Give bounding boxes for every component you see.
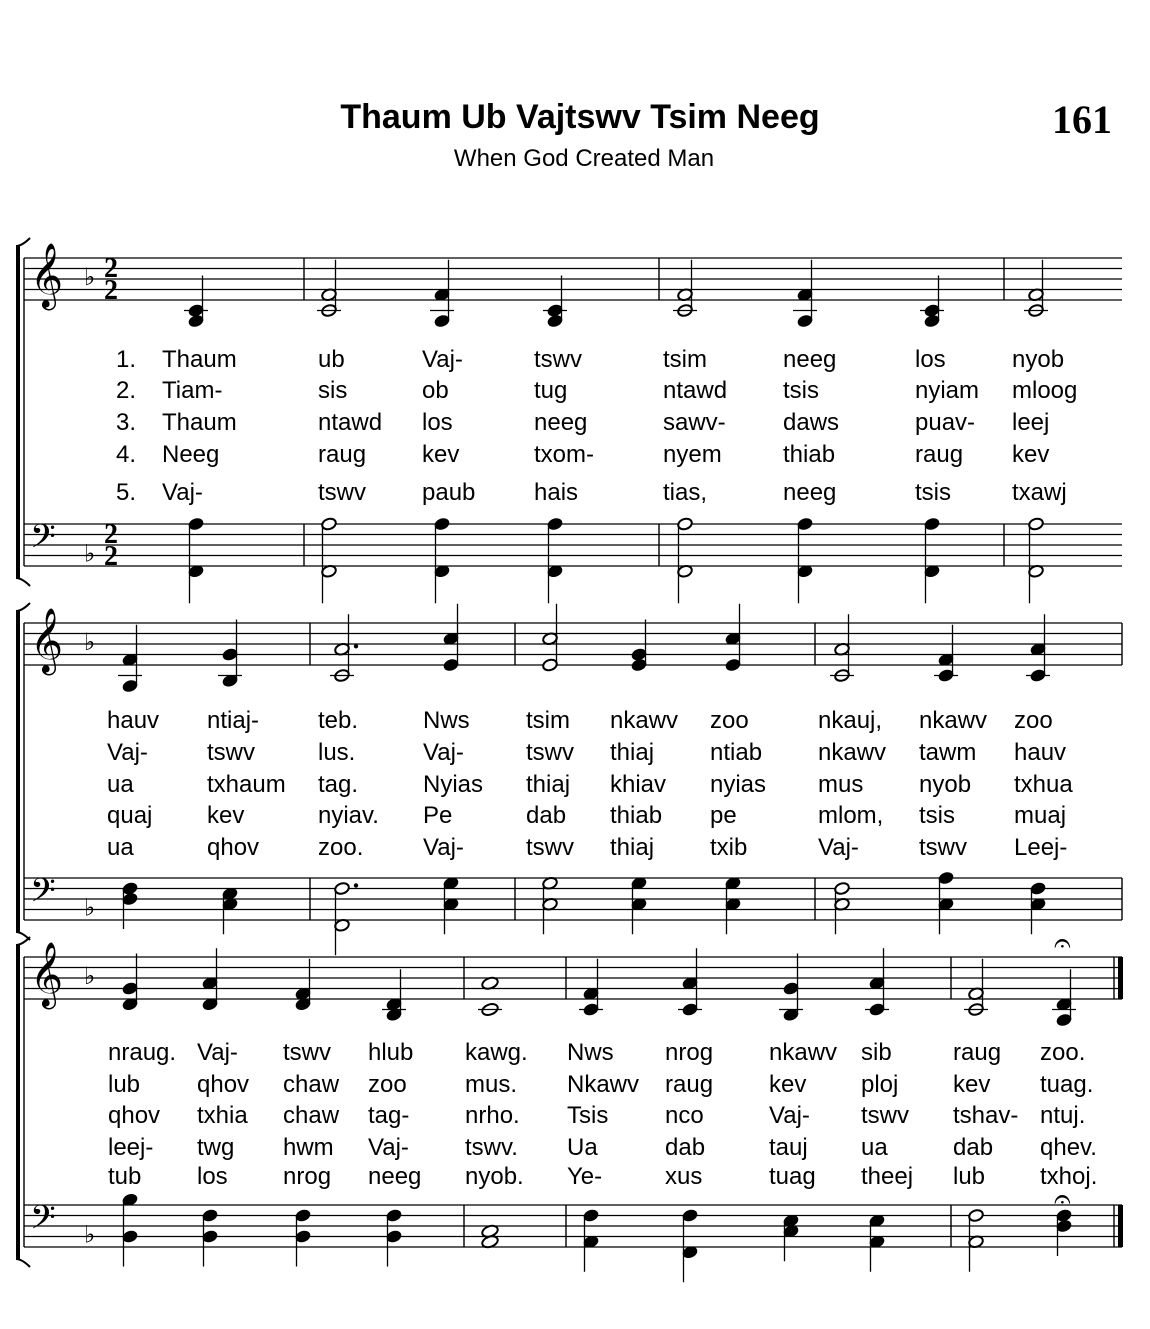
- bracket-top-hook: [16, 238, 30, 246]
- chord: [938, 871, 955, 934]
- lyric-syllable: muaj: [1014, 802, 1067, 829]
- notehead: [334, 881, 351, 895]
- chord: [834, 881, 851, 934]
- lyric-syllable: nyob: [919, 771, 972, 798]
- notehead: [1028, 517, 1045, 531]
- time-signature-bottom: 2: [104, 541, 118, 572]
- lyric-syllable: dab: [526, 802, 567, 829]
- lyric-syllable: nkawv: [818, 739, 887, 766]
- lyric-syllable: txawj: [1012, 479, 1067, 506]
- lyric-syllable: zoo: [1014, 707, 1053, 734]
- lyric-syllable: Neeg: [162, 441, 220, 468]
- lyric-syllable: los: [197, 1163, 228, 1190]
- lyric-syllable: tshav-: [953, 1102, 1019, 1129]
- lyric-syllable: thiaj: [610, 739, 655, 766]
- lyric-syllable: tsis: [915, 479, 951, 506]
- lyric-syllable: quaj: [107, 802, 153, 829]
- lyric-syllable: ploj: [861, 1071, 899, 1098]
- lyric-syllable: xus: [665, 1163, 703, 1190]
- notehead: [295, 1208, 312, 1222]
- chord: [481, 1224, 499, 1249]
- lyric-syllable: Nws: [567, 1039, 614, 1066]
- notehead: [583, 1208, 600, 1222]
- chord: [295, 1208, 312, 1266]
- staff: [24, 942, 1123, 1009]
- lyric-syllable: tug: [534, 377, 568, 404]
- lyric-syllable: leej-: [108, 1134, 154, 1161]
- lyric-syllable: Tsis: [567, 1102, 609, 1129]
- notehead: [222, 647, 239, 661]
- lyric-syllable: tag.: [318, 771, 359, 798]
- notehead: [321, 517, 338, 531]
- notehead: [677, 517, 694, 531]
- chord: [547, 517, 564, 603]
- lyric-syllable: nyiam: [915, 377, 980, 404]
- chord: [924, 517, 941, 603]
- chord: [542, 876, 559, 934]
- lyric-syllable: tauj: [769, 1134, 808, 1161]
- chord: [834, 614, 851, 682]
- lyric-syllable: qhov: [108, 1102, 161, 1129]
- lyric-syllable: nrog: [283, 1163, 332, 1190]
- lyric-syllable: raug: [953, 1039, 1002, 1066]
- chord: [869, 1214, 886, 1272]
- lyric-syllable: Vaj-: [818, 834, 859, 861]
- lyric-syllable: ob: [422, 377, 449, 404]
- lyric-syllable: hlub: [368, 1039, 414, 1066]
- lyric-syllable: teb.: [318, 707, 359, 734]
- lyric-syllable: Vaj-: [107, 739, 148, 766]
- lyric-syllable: txhia: [197, 1102, 248, 1129]
- lyric-syllable: kev: [953, 1071, 991, 1098]
- chord: [682, 1208, 699, 1282]
- lyric-syllable: Vaj-: [368, 1134, 409, 1161]
- notehead: [1056, 1013, 1073, 1027]
- bracket-bottom-hook: [16, 578, 30, 586]
- notehead: [122, 981, 139, 995]
- chord: [122, 625, 139, 693]
- lyric-syllable: nyias: [710, 771, 767, 798]
- lyric-syllable: kev: [1012, 441, 1050, 468]
- notehead: [631, 658, 648, 672]
- lyric-syllable: qhov: [197, 1071, 250, 1098]
- lyric-syllable: leej: [1012, 409, 1050, 436]
- lyric-syllable: nkauj,: [818, 707, 883, 734]
- staff: [24, 518, 1122, 572]
- lyric-syllable: tag-: [368, 1102, 410, 1129]
- time-signature-top: 2: [104, 519, 118, 550]
- lyric-syllable: chaw: [283, 1102, 340, 1129]
- lyric-syllable: paub: [422, 479, 476, 506]
- notehead: [434, 314, 451, 328]
- lyric-syllable: txib: [710, 834, 748, 861]
- chord: [869, 948, 886, 1016]
- hymn-title: Thaum Ub Vajtswv Tsim Neeg: [340, 98, 820, 136]
- lyric-syllable: tsis: [919, 802, 955, 829]
- lyric-syllable: puav-: [915, 409, 976, 436]
- chord: [797, 517, 814, 603]
- notehead: [682, 1208, 699, 1222]
- lyric-syllable: kev: [207, 802, 245, 829]
- lyric-syllable: Thaum: [162, 409, 237, 436]
- notehead: [122, 1229, 139, 1243]
- lyric-syllable: nyob: [1012, 346, 1065, 373]
- lyric-syllable: tias,: [663, 479, 708, 506]
- chord: [122, 881, 139, 929]
- lyric-syllable: Vaj-: [423, 834, 464, 861]
- notehead: [725, 658, 742, 672]
- chord: [783, 1214, 800, 1262]
- notehead: [188, 517, 205, 531]
- lyric-syllable: nyiav.: [318, 802, 379, 829]
- key-signature-flat: ♭: [84, 539, 96, 568]
- lyric-syllable: mus.: [465, 1071, 518, 1098]
- lyric-syllable: ua: [107, 834, 134, 861]
- lyric-syllable: mloog: [1012, 377, 1078, 404]
- lyric-syllable: ub: [318, 346, 345, 373]
- lyric-syllable: daws: [783, 409, 840, 436]
- lyric-syllable: tsis: [783, 377, 819, 404]
- time-signature-bottom: 2: [104, 275, 118, 306]
- notehead: [1056, 1219, 1073, 1233]
- lyric-syllable: kev: [422, 441, 460, 468]
- lyric-syllable: Thaum: [162, 346, 237, 373]
- chord: [386, 969, 403, 1022]
- chord: [321, 517, 338, 603]
- lyric-syllable: kawg.: [465, 1039, 528, 1066]
- lyric-syllable: Vaj-: [769, 1102, 810, 1129]
- lyric-syllable: neeg: [534, 409, 588, 436]
- lyric-syllable: ntawd: [318, 409, 383, 436]
- lyric-syllable: Vaj-: [162, 479, 203, 506]
- lyric-syllable: thiab: [610, 802, 663, 829]
- lyric-syllable: nrho.: [465, 1102, 520, 1129]
- chord: [188, 517, 205, 603]
- chord: [295, 959, 312, 1012]
- notehead: [122, 892, 139, 906]
- chord: [968, 1208, 985, 1271]
- lyric-syllable: raug: [318, 441, 367, 468]
- lyric-syllable: hauv: [107, 707, 160, 734]
- lyric-syllable: chaw: [283, 1071, 340, 1098]
- lyric-syllable: Vaj-: [423, 739, 464, 766]
- lyric-syllable: tswv: [207, 739, 255, 766]
- lyric-syllable: nyob.: [465, 1163, 524, 1190]
- notehead: [122, 679, 139, 693]
- chord: [1030, 614, 1047, 682]
- chord: [122, 954, 139, 1012]
- lyric-syllable: 4.: [116, 441, 137, 468]
- notehead: [386, 1229, 403, 1243]
- lyric-syllable: tswv: [526, 739, 574, 766]
- lyric-syllable: tsim: [663, 346, 707, 373]
- notehead: [295, 1229, 312, 1243]
- lyric-syllable: tuag.: [1040, 1071, 1094, 1098]
- staff: [24, 1199, 1123, 1249]
- lyric-syllable: 1.: [116, 346, 137, 373]
- chord: [725, 604, 742, 672]
- notehead: [797, 314, 814, 328]
- lyric-syllable: tswv: [318, 479, 366, 506]
- chord: [677, 517, 694, 603]
- augmentation-dot: [354, 883, 358, 887]
- lyric-syllable: dab: [665, 1134, 706, 1161]
- hymn-subtitle: When God Created Man: [453, 145, 715, 172]
- lyric-syllable: tsim: [526, 707, 570, 734]
- chord: [122, 1193, 139, 1267]
- lyric-syllable: mus: [818, 771, 864, 798]
- lyric-syllable: qhov: [207, 834, 260, 861]
- lyric-syllable: tswv: [861, 1102, 909, 1129]
- lyric-syllable: sis: [318, 377, 348, 404]
- lyric-syllable: zoo: [710, 707, 749, 734]
- lyric-syllable: sib: [861, 1039, 892, 1066]
- lyric-syllable: txhoj.: [1040, 1163, 1098, 1190]
- lyric-syllable: Pe: [423, 802, 453, 829]
- notehead: [924, 517, 941, 531]
- key-signature-flat: ♭: [84, 893, 96, 922]
- lyric-syllable: hwm: [283, 1134, 334, 1161]
- lyric-syllable: thiaj: [526, 771, 571, 798]
- lyric-syllable: ntawd: [663, 377, 728, 404]
- lyric-syllable: nkawv: [919, 707, 988, 734]
- notehead: [968, 1208, 985, 1222]
- staff: [24, 872, 1122, 922]
- hymn-number: 161: [1052, 97, 1112, 142]
- notehead: [188, 314, 205, 328]
- lyric-syllable: qhev.: [1040, 1134, 1097, 1161]
- lyric-syllable: ntiab: [710, 739, 763, 766]
- lyric-syllable: nraug.: [108, 1039, 177, 1066]
- chord: [188, 276, 205, 329]
- lyric-syllable: Ua: [567, 1134, 598, 1161]
- lyric-syllable: tub: [108, 1163, 142, 1190]
- chord: [631, 876, 648, 934]
- chord: [443, 876, 460, 934]
- lyric-syllable: mlom,: [818, 802, 884, 829]
- chord: [434, 517, 451, 603]
- lyric-syllable: theej: [861, 1163, 914, 1190]
- notehead: [547, 314, 564, 328]
- lyric-syllable: kev: [769, 1071, 807, 1098]
- lyric-syllable: nco: [665, 1102, 704, 1129]
- chord: [434, 260, 451, 328]
- chord: [222, 620, 239, 688]
- lyric-syllable: hauv: [1014, 739, 1067, 766]
- notehead: [834, 881, 851, 895]
- lyric-syllable: neeg: [783, 479, 837, 506]
- lyric-syllable: tswv: [526, 834, 574, 861]
- time-signature-top: 2: [104, 253, 118, 284]
- lyric-syllable: khiav: [610, 771, 667, 798]
- augmentation-dot: [354, 644, 358, 648]
- lyric-syllable: tuag: [769, 1163, 816, 1190]
- chord: [583, 1208, 600, 1271]
- bass-clef: 𝄢: [30, 872, 56, 918]
- notehead: [938, 871, 955, 885]
- notehead: [443, 658, 460, 672]
- lyric-syllable: lub: [108, 1071, 141, 1098]
- chord: [386, 1208, 403, 1266]
- fermata-treble: 𝄐: [1054, 926, 1071, 961]
- lyric-syllable: tswv: [534, 346, 582, 373]
- lyric-syllable: raug: [915, 441, 964, 468]
- treble-clef: 𝄞: [30, 608, 64, 673]
- chord: [202, 1208, 219, 1266]
- lyric-syllable: ua: [107, 771, 134, 798]
- notehead: [386, 1208, 403, 1222]
- notehead: [202, 1208, 219, 1222]
- fermata-bass: 𝄐: [1054, 1182, 1071, 1217]
- bracket-bottom-hook: [16, 1259, 30, 1267]
- lyric-syllable: ntiaj-: [207, 707, 260, 734]
- lyric-syllable: Vaj-: [422, 346, 463, 373]
- lyric-syllable: Tiam-: [162, 377, 223, 404]
- lyric-syllable: Nkawv: [567, 1071, 640, 1098]
- lyric-syllable: thiaj: [610, 834, 655, 861]
- notehead: [1030, 881, 1047, 895]
- notehead: [797, 517, 814, 531]
- lyric-syllable: 3.: [116, 409, 137, 436]
- bracket-top-hook: [16, 937, 30, 945]
- lyric-syllable: neeg: [783, 346, 837, 373]
- chord: [725, 876, 742, 934]
- lyric-syllable: dab: [953, 1134, 994, 1161]
- lyric-syllable: ua: [861, 1134, 888, 1161]
- lyric-syllable: tswv: [283, 1039, 331, 1066]
- lyric-syllable: los: [422, 409, 453, 436]
- lyric-syllable: thiab: [783, 441, 836, 468]
- lyric-syllable: sawv-: [663, 409, 726, 436]
- chord: [334, 614, 351, 682]
- lyric-syllable: raug: [665, 1071, 714, 1098]
- lyric-syllable: ntuj.: [1040, 1102, 1086, 1129]
- final-bar-thick: [1118, 1205, 1123, 1247]
- lyric-syllable: Nyias: [423, 771, 484, 798]
- bracket-top-hook: [16, 603, 30, 611]
- chord: [334, 881, 351, 955]
- notehead: [547, 517, 564, 531]
- chord: [481, 976, 499, 1017]
- lyric-syllable: Leej-: [1014, 834, 1068, 861]
- lyric-syllable: zoo.: [1040, 1039, 1086, 1066]
- lyric-syllable: 2.: [116, 377, 137, 404]
- lyric-syllable: Nws: [423, 707, 470, 734]
- chord: [631, 620, 648, 673]
- lyric-syllable: Vaj-: [197, 1039, 238, 1066]
- chord: [443, 604, 460, 672]
- notehead: [542, 658, 559, 672]
- notehead: [783, 981, 800, 995]
- notehead: [434, 517, 451, 531]
- lyric-syllable: tswv.: [465, 1134, 518, 1161]
- chord: [547, 276, 564, 329]
- treble-clef: 𝄞: [30, 942, 64, 1007]
- chord: [682, 948, 699, 1016]
- lyric-syllable: pe: [710, 802, 737, 829]
- lyric-syllable: hais: [534, 479, 579, 506]
- lyric-syllable: tawm: [919, 739, 977, 766]
- chord: [924, 276, 941, 329]
- chord: [222, 887, 239, 935]
- bass-clef: 𝄢: [30, 1199, 56, 1245]
- lyric-syllable: nrog: [665, 1039, 714, 1066]
- lyric-syllable: lus.: [318, 739, 356, 766]
- lyric-syllable: tswv: [919, 834, 967, 861]
- lyric-syllable: nkawv: [610, 707, 679, 734]
- lyric-syllable: 5.: [116, 479, 137, 506]
- lyric-syllable: txhaum: [207, 771, 286, 798]
- chord: [1028, 517, 1045, 603]
- lyric-syllable: zoo.: [318, 834, 364, 861]
- lyric-syllable: Ye-: [567, 1163, 603, 1190]
- lyric-syllable: twg: [197, 1134, 235, 1161]
- lyric-syllable: nyem: [663, 441, 722, 468]
- chord: [1030, 881, 1047, 934]
- key-signature-flat: ♭: [84, 263, 96, 291]
- chord: [202, 948, 219, 1011]
- chord: [783, 954, 800, 1022]
- key-signature-flat: ♭: [84, 1220, 96, 1249]
- staff: [24, 243, 1122, 310]
- lyric-syllable: txhua: [1014, 771, 1073, 798]
- lyric-syllable: nkawv: [769, 1039, 838, 1066]
- treble-clef: 𝄞: [30, 243, 64, 308]
- final-bar-thick: [1118, 957, 1123, 999]
- lyric-syllable: neeg: [368, 1163, 422, 1190]
- lyric-syllable: zoo: [368, 1071, 407, 1098]
- staff: [24, 608, 1122, 675]
- lyric-syllable: txom-: [534, 441, 594, 468]
- bass-clef: 𝄢: [30, 518, 56, 564]
- lyric-syllable: lub: [953, 1163, 986, 1190]
- chord: [797, 260, 814, 328]
- key-signature-flat: ♭: [84, 628, 96, 656]
- key-signature-flat: ♭: [84, 962, 96, 990]
- chord: [542, 604, 559, 672]
- notehead: [202, 1229, 219, 1243]
- notehead: [924, 314, 941, 328]
- lyric-syllable: los: [915, 346, 946, 373]
